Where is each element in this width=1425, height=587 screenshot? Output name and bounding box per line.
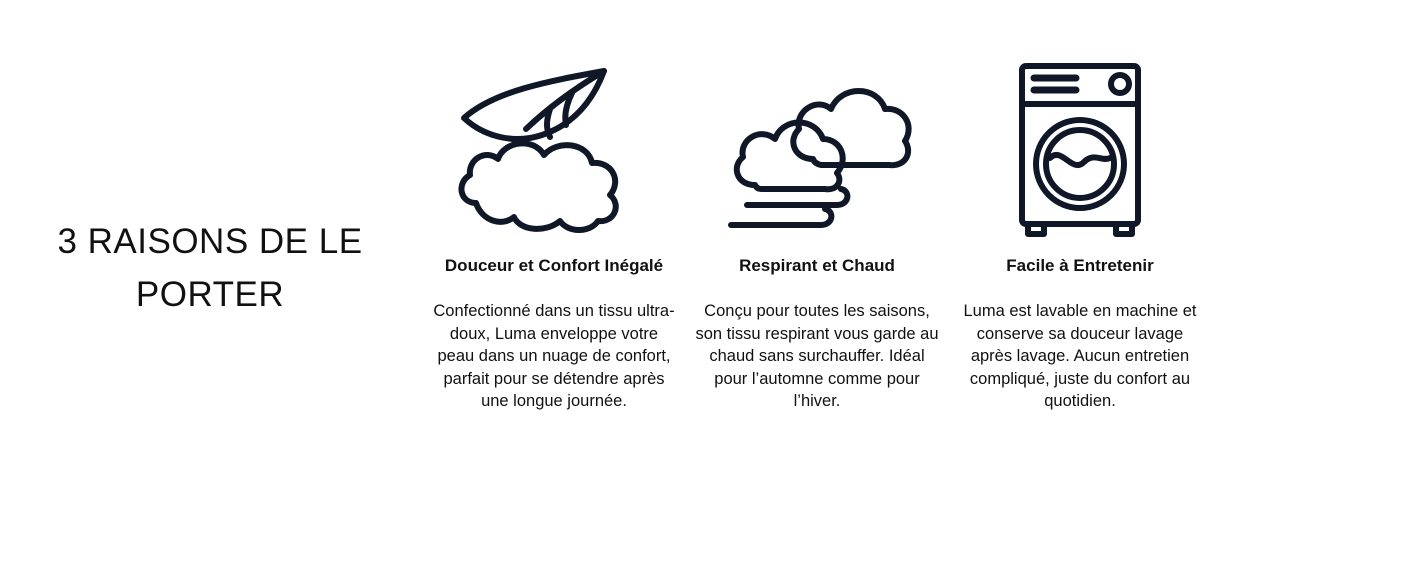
feature-title: Respirant et Chaud xyxy=(739,256,895,275)
feature-column xyxy=(956,50,1204,413)
feature-columns xyxy=(430,50,1220,413)
feature-title: Douceur et Confort Inégalé xyxy=(444,256,664,275)
feature-title: Facile à Entretenir xyxy=(1006,256,1154,275)
feature-body: Luma est lavable en machine et conserve sa douceur lavage après lavage. Aucun entretien compliqué, juste du confort au quotidien. xyxy=(963,302,1197,410)
washing-machine-icon xyxy=(980,50,1180,250)
feature-column xyxy=(430,50,678,413)
feature-body: Confectionné dans un tissu ultra-doux, Luma enveloppe votre peau dans un nuage de confort, parfait pour se détendre après une longue journée. xyxy=(433,302,675,410)
page-title: 3 RAISONS DE LE PORTER xyxy=(57,222,363,314)
feature-body: Conçu pour toutes les saisons, son tissu respirant vous garde au chaud sans surchauffer. Idéal pour l’automne comme pour l’hiver. xyxy=(695,302,939,410)
feature-column xyxy=(693,50,941,413)
leaf-cloud-icon xyxy=(454,50,654,250)
clouds-wind-icon xyxy=(717,50,917,250)
